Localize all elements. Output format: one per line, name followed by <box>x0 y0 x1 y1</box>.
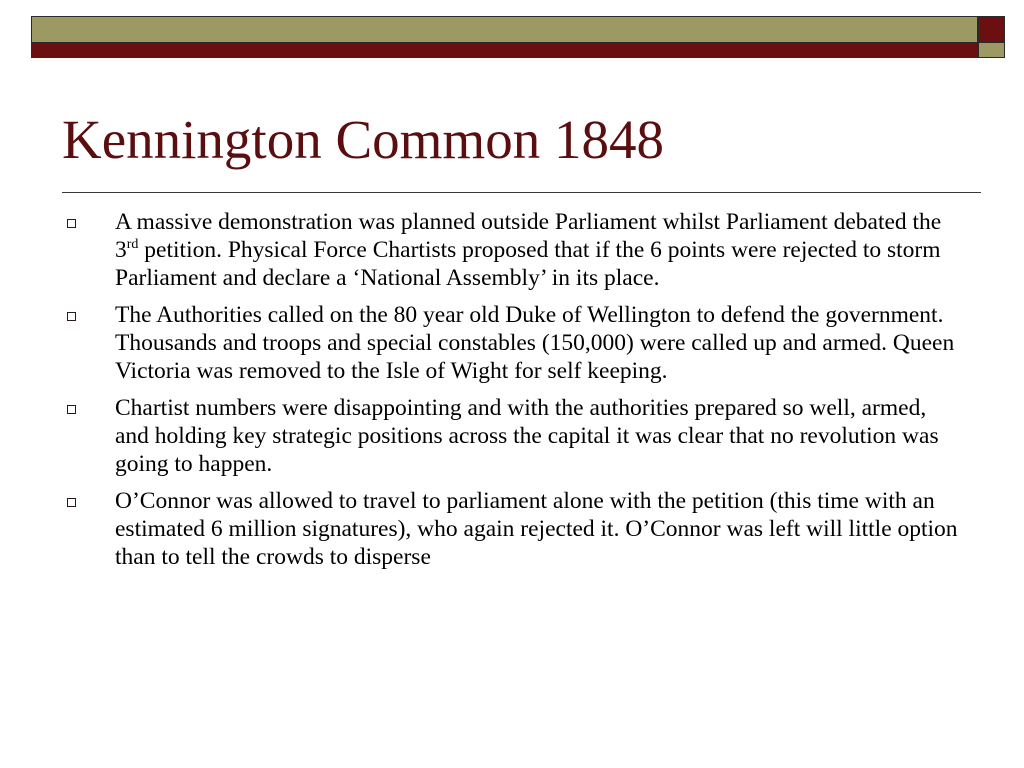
bullet-item-chartist-numbers <box>62 394 962 478</box>
superscript-ordinal: rd <box>126 237 139 253</box>
header-band-olive <box>31 16 978 43</box>
square-bullet-icon <box>67 405 76 414</box>
bullet-text: The Authorities called on the 80 year old Duke of Wellington to defend the government. Thousands and troops and special constables (150,000) were called up and armed. Queen Victoria was removed to the Isle of Wight for self keeping. <box>115 302 955 384</box>
bullet-text: O’Connor was allowed to travel to parliament alone with the petition (this time with an estimated 6 million signatures), who again rejected it. O’Connor was left will little option than to tell the crowds to disperse <box>115 488 958 570</box>
bullet-item-demonstration <box>62 208 962 292</box>
bullet-item-oconnor <box>62 487 962 571</box>
title-divider <box>62 192 981 193</box>
header-corner-red-square <box>978 16 1005 43</box>
square-bullet-icon <box>67 219 76 228</box>
bullet-text: Chartist numbers were disappointing and with the authorities prepared so well, armed, and holding key strategic positions across the capital it was clear that no revolution was going to happen. <box>115 395 939 477</box>
square-bullet-icon <box>67 498 76 507</box>
square-bullet-icon <box>67 312 76 321</box>
bullet-item-authorities <box>62 301 962 385</box>
bullet-list <box>62 208 962 580</box>
slide-title: Kennington Common 1848 <box>62 109 664 170</box>
bullet-text-part: petition. Physical Force Chartists proposed that if the 6 points were rejected to storm Parliament and declare a ‘National Assembly’ in its place. <box>115 237 941 291</box>
header-corner-olive-square <box>978 43 1005 58</box>
bullet-text-part: A massive demonstration was planned outside Parliament whilst Parliament debated the 3 <box>115 209 942 263</box>
header-band-red <box>31 43 978 58</box>
